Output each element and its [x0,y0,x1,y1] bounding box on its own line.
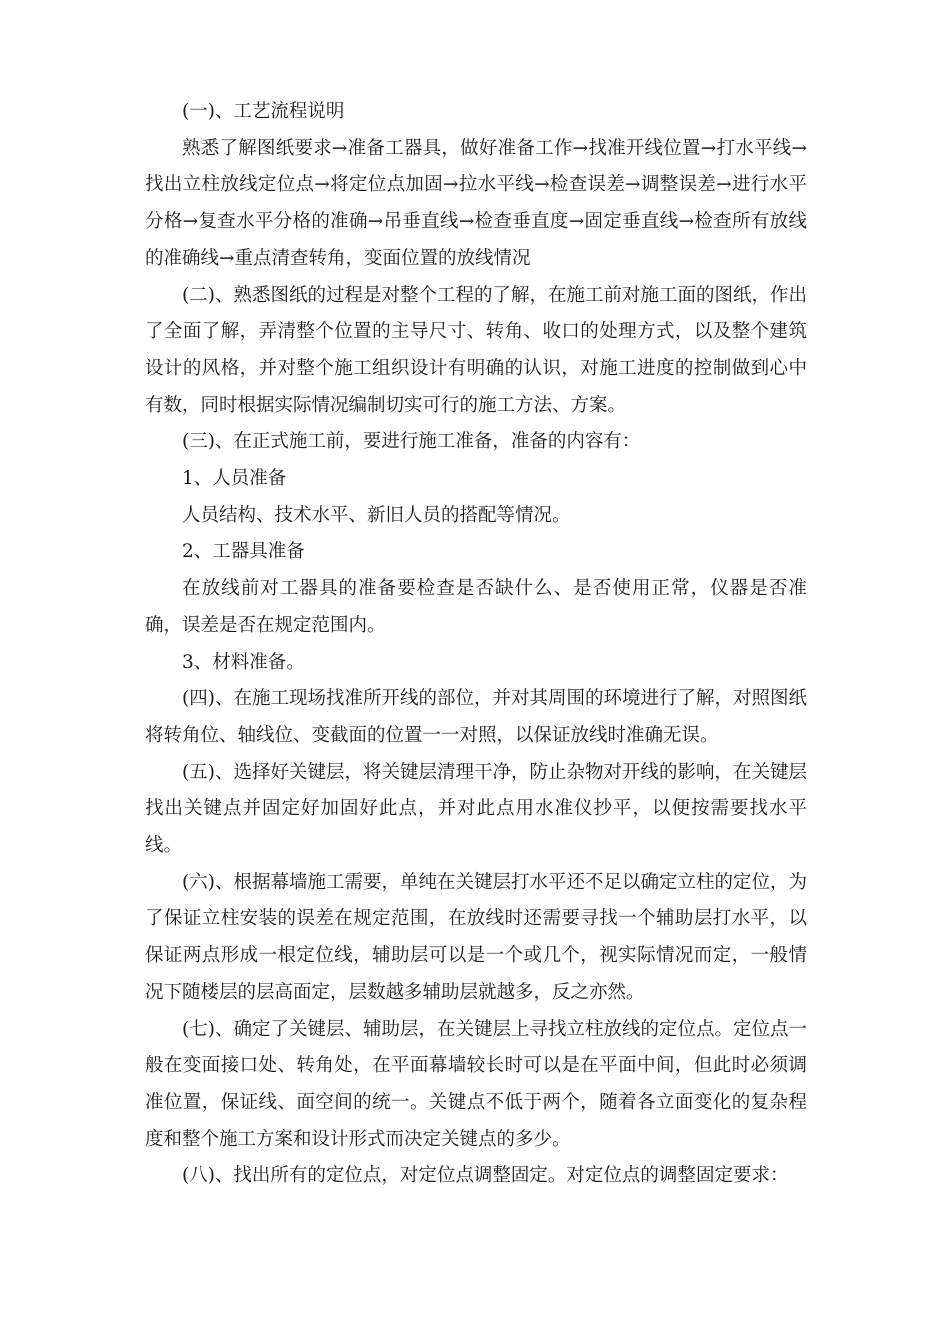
item-2-paragraph: 在放线前对工器具的准备要检查是否缺什么、是否使用正常，仪器是否准确，误差是否在规定范围内。 [145,578,807,636]
section-5-paragraph: (五)、选择好关键层，将关键层清理干净，防止杂物对开线的影响，在关键层找出关键点并固定好加固好此点，并对此点用水准仪抄平，以便按需要找水平线。 [145,761,807,857]
document-body [145,94,807,1195]
item-1-heading: 1、人员准备 [182,468,287,490]
item-1-paragraph: 人员结构、技术水平、新旧人员的搭配等情况。 [182,504,571,526]
section-6-paragraph: (六)、根据幕墙施工需要，单纯在关键层打水平还不足以确定立柱的定位，为了保证立柱安装的误差在规定范围，在放线时还需要寻找一个辅助层打水平，以保证两点形成一根定位线，辅助层可以是一个或几个，视实际情况而定，一般情况下随楼层的层高面定，层数越多辅助层就越多，反之亦然。 [145,871,807,1003]
section-7-paragraph: (七)、确定了关键层、辅助层，在关键层上寻找立柱放线的定位点。定位点一般在变面接口处、转角处，在平面幕墙较长时可以是在平面中间，但此时必须调准位置，保证线、面空间的统一。关键点不低于两个，随着各立面变化的复杂程度和整个施工方案和设计形式而决定关键点的多少。 [145,1018,807,1150]
item-2-heading: 2、工器具准备 [182,541,305,563]
item-3-heading: 3、材料准备。 [182,651,305,673]
section-3-paragraph: (三)、在正式施工前，要进行施工准备，准备的内容有： [182,431,641,453]
process-flow-paragraph: 熟悉了解图纸要求→准备工器具，做好准备工作→找准开线位置→打水平线→找出立柱放线定位点→将定位点加固→拉水平线→检查误差→调整误差→进行水平分格→复查水平分格的准确→吊垂直线→检查垂直度→固定垂直线→检查所有放线的准确线→重点清查转角，变面位置的放线情况 [145,137,807,269]
section-8-paragraph: (八)、找出所有的定位点，对定位点调整固定。对定位点的调整固定要求： [182,1165,789,1187]
section-2-paragraph: (二)、熟悉图纸的过程是对整个工程的了解，在施工前对施工面的图纸，作出了全面了解，弄清整个位置的主导尺寸、转角、收口的处理方式，以及整个建筑设计的风格，并对整个施工组织设计有明确的认识，对施工进度的控制做到心中有数，同时根据实际情况编制切实可行的施工方法、方案。 [145,284,807,416]
section-1-heading: (一)、工艺流程说明 [182,101,345,122]
section-4-paragraph: (四)、在施工现场找准所开线的部位，并对其周围的环境进行了解，对照图纸将转角位、轴线位、变截面的位置一一对照，以保证放线时准确无误。 [145,688,807,746]
